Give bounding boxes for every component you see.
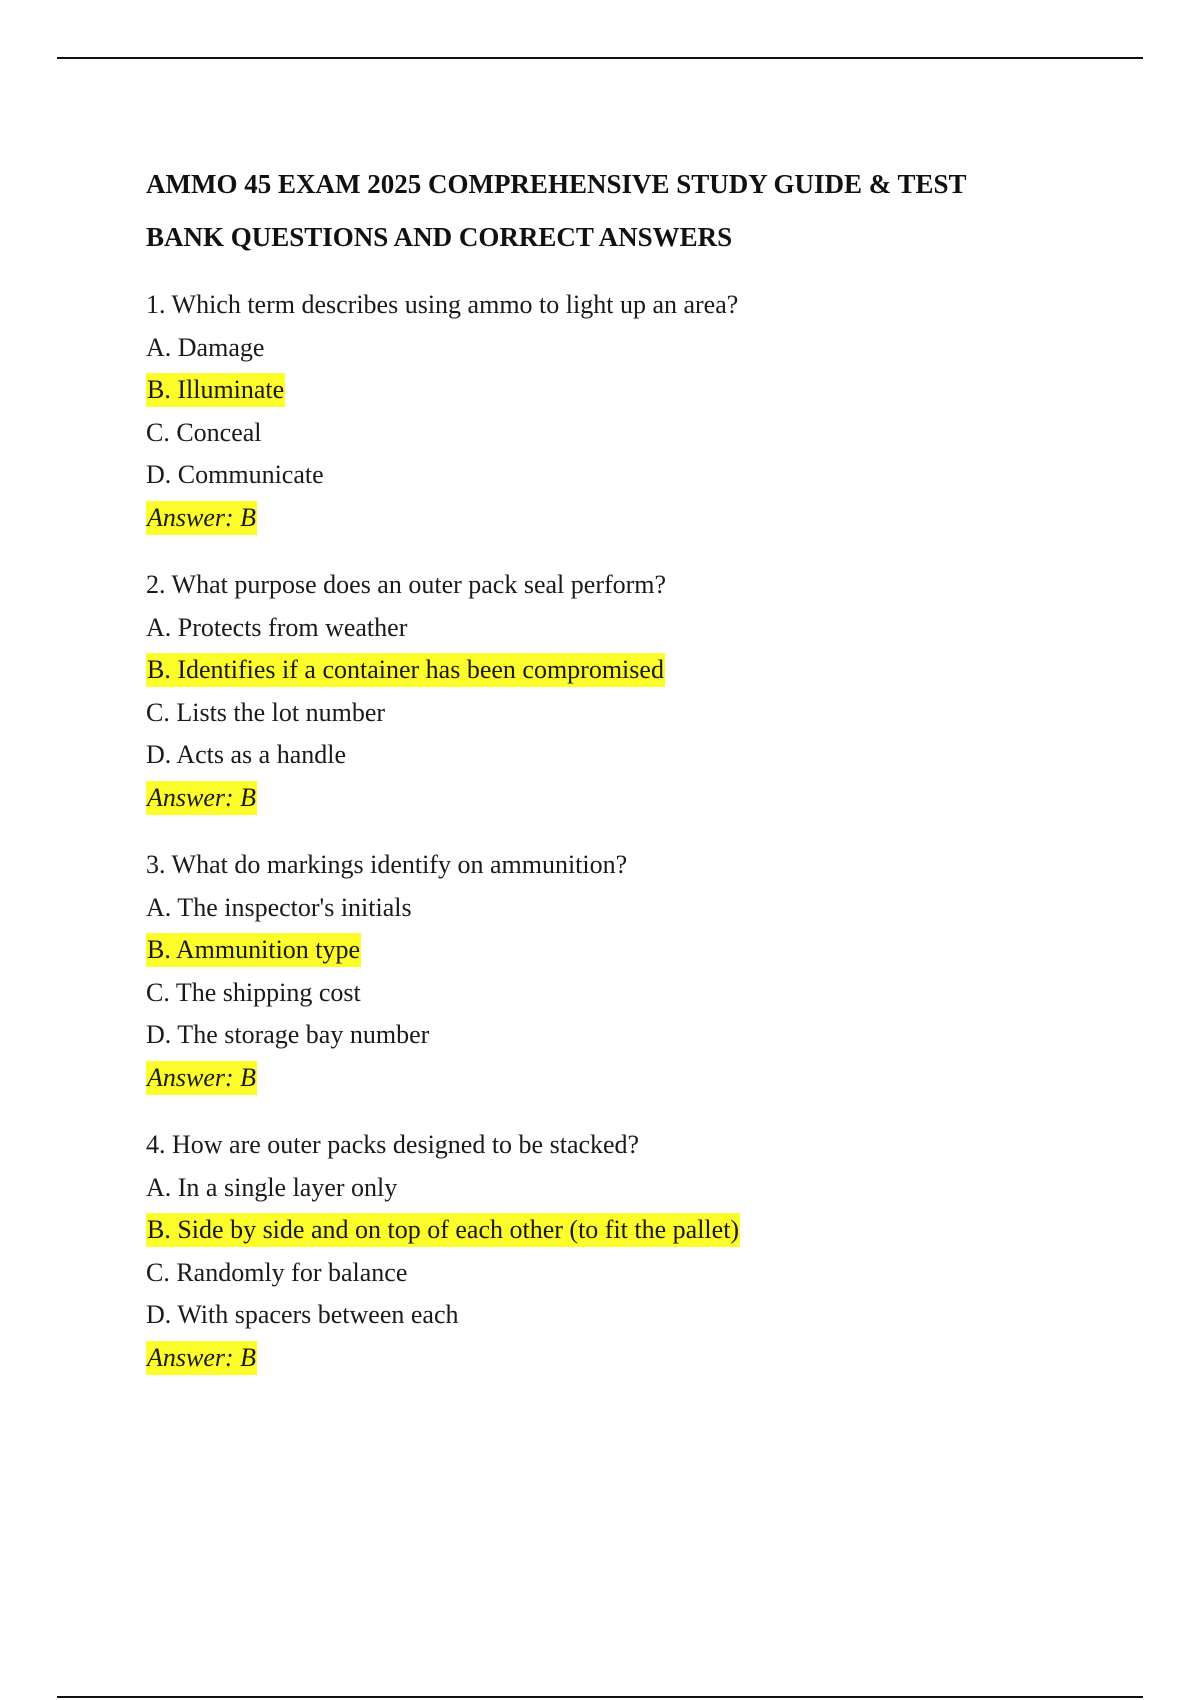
question-block-3 bbox=[146, 844, 1106, 1099]
option-d: D. The storage bay number bbox=[146, 1020, 430, 1049]
document-body bbox=[146, 158, 1106, 1404]
document-title bbox=[146, 158, 1106, 264]
answer-line bbox=[146, 777, 1106, 820]
option-a: A. Damage bbox=[146, 332, 265, 362]
answer-highlight: Answer: B bbox=[146, 1341, 257, 1375]
option-d: D. With spacers between each bbox=[146, 1300, 459, 1329]
document-title-line-2: BANK QUESTIONS AND CORRECT ANSWERS bbox=[146, 222, 733, 252]
top-rule bbox=[57, 57, 1143, 59]
answer-highlight: Answer: B bbox=[146, 501, 257, 535]
option-d: D. Communicate bbox=[146, 460, 324, 489]
question-text: 3. What do markings identify on ammunition? bbox=[146, 850, 628, 879]
option-a: A. The inspector's initials bbox=[146, 892, 412, 922]
highlight-mark: B. Identifies if a container has been compromised bbox=[146, 653, 665, 687]
question-block-4 bbox=[146, 1124, 1106, 1379]
option-c: C. The shipping cost bbox=[146, 977, 361, 1007]
option-c: C. Randomly for balance bbox=[146, 1257, 408, 1287]
document-title-line-1: AMMO 45 EXAM 2025 COMPREHENSIVE STUDY GUIDE & TEST bbox=[146, 169, 967, 199]
question-block-2 bbox=[146, 564, 1106, 819]
highlight-mark: B. Illuminate bbox=[146, 373, 285, 407]
answer-line bbox=[146, 497, 1106, 540]
option-a: A. Protects from weather bbox=[146, 612, 408, 642]
option-b-highlighted bbox=[146, 369, 1106, 412]
answer-line bbox=[146, 1057, 1106, 1100]
bottom-rule bbox=[57, 1696, 1143, 1698]
option-b-highlighted bbox=[146, 1209, 1106, 1252]
option-c: C. Lists the lot number bbox=[146, 697, 386, 727]
question-block-1 bbox=[146, 284, 1106, 539]
highlight-mark: B. Ammunition type bbox=[146, 933, 361, 967]
answer-highlight: Answer: B bbox=[146, 781, 257, 815]
question-text: 4. How are outer packs designed to be stacked? bbox=[146, 1130, 640, 1159]
option-b-highlighted bbox=[146, 649, 1106, 692]
option-b-highlighted bbox=[146, 929, 1106, 972]
highlight-mark: B. Side by side and on top of each other (to fit the pallet) bbox=[146, 1213, 740, 1247]
question-text: 2. What purpose does an outer pack seal perform? bbox=[146, 570, 667, 599]
question-text: 1. Which term describes using ammo to light up an area? bbox=[146, 290, 739, 319]
option-a: A. In a single layer only bbox=[146, 1172, 398, 1202]
answer-highlight: Answer: B bbox=[146, 1061, 257, 1095]
option-c: C. Conceal bbox=[146, 417, 262, 447]
option-d: D. Acts as a handle bbox=[146, 740, 347, 769]
answer-line bbox=[146, 1337, 1106, 1380]
